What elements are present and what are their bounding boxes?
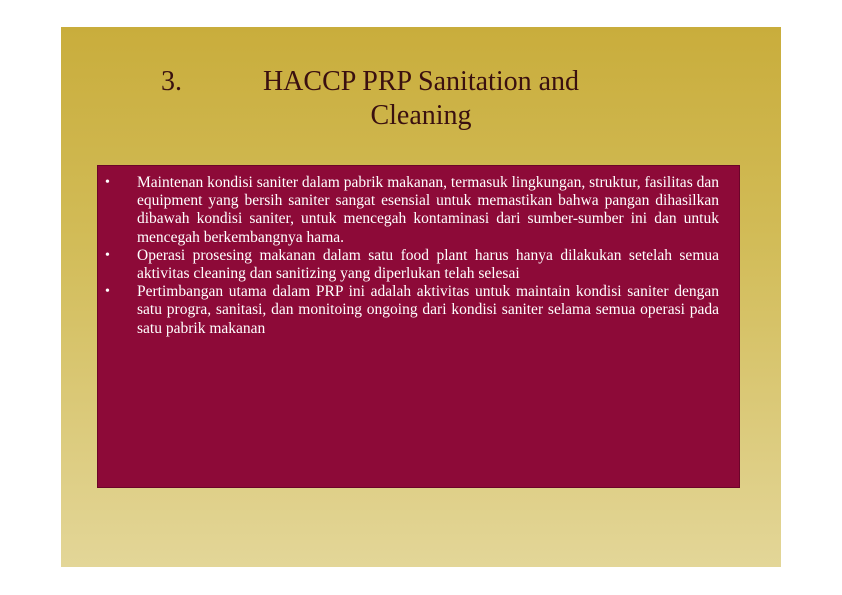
content-box [97, 165, 740, 488]
title-text [231, 65, 611, 133]
bullet-item-1 [98, 174, 739, 247]
bullet-text-2: Operasi prosesing makanan dalam satu food plant harus hanya dilakukan setelah semua aktivitas cleaning dan sanitizing yang diperlukan telah selesai [137, 246, 719, 283]
title-line-2: Cleaning [370, 100, 472, 131]
bullet-item-2 [98, 247, 739, 283]
bullet-text-3: Pertimbangan utama dalam PRP ini adalah aktivitas untuk maintain kondisi saniter dengan satu progra, sanitasi, dan monitoing ongoing dari kondisi saniter selama semua operasi pada satu pabrik makanan [137, 283, 719, 337]
bullet-item-3 [98, 283, 739, 338]
slide [61, 27, 781, 567]
bullet-list [98, 174, 739, 338]
bullet-text-1: Maintenan kondisi saniter dalam pabrik makanan, termasuk lingkungan, struktur, fasilitas dan equipment yang bersih saniter sangat esensial untuk memastikan bahwa pangan dihasilkan dibawah kondisi saniter, untuk mencegah kontaminasi dari sumber-sumber ini dan untuk mencegah berkembangnya hama. [137, 174, 719, 246]
title-number: 3. [161, 66, 182, 97]
title-line-1: HACCP PRP Sanitation and [262, 66, 580, 97]
bullet-icon: • [105, 175, 110, 190]
bullet-icon: • [105, 284, 110, 300]
bullet-icon: • [105, 247, 110, 263]
